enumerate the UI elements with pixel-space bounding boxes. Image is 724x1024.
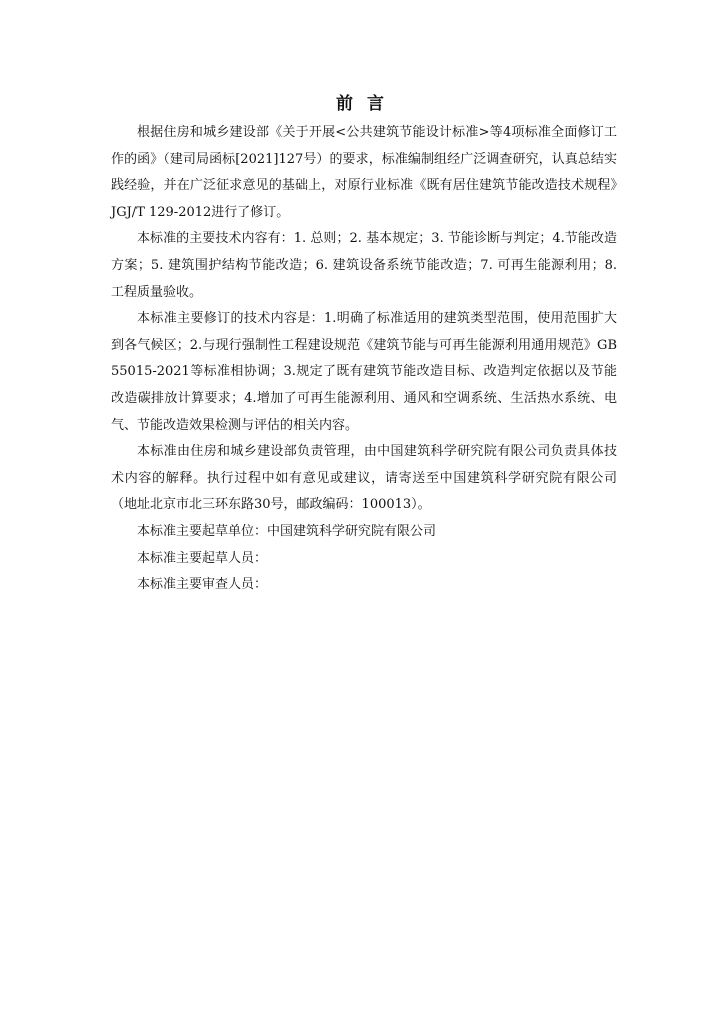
paragraph-revisions: 本标准主要修订的技术内容是：1.明确了标准适用的建筑类型范围，使用范围扩大到各气候区；2.与现行强制性工程建设规范《建筑节能与可再生能源利用通用规范》GB 55015-2021等标准相协调；3.规定了既有建筑节能改造目标、改造判定依据以及节能改造碳排放计算要求；4.增加了可再生能源利用、通风和空调系统、生活热水系统、电气、节能改造效果检测与评估的相关内容。 bbox=[111, 311, 617, 433]
document-body bbox=[111, 120, 617, 599]
page-title: 前 言 bbox=[336, 94, 388, 114]
paragraph-main-contents: 本标准的主要技术内容有：1. 总则；2. 基本规定；3. 节能诊断与判定；4.节能改造方案；5. 建筑围护结构节能改造；6. 建筑设备系统节能改造；7. 可再生能源利用；8. 工程质量验收。 bbox=[111, 231, 617, 300]
paragraph-basis: 根据住房和城乡建设部《关于开展<公共建筑节能设计标准>等4项标准全面修订工作的函》（建司局函标[2021]127号）的要求，标准编制组经广泛调查研究，认真总结实践经验，并在广泛征求意见的基础上，对原行业标准《既有居住建筑节能改造技术规程》JGJ/T 129-2012进行了修订。 bbox=[111, 125, 617, 220]
paragraph-drafting-staff: 本标准主要起草人员： bbox=[137, 550, 268, 566]
paragraph-review-staff: 本标准主要审查人员： bbox=[137, 577, 268, 593]
paragraph-management: 本标准由住房和城乡建设部负责管理，由中国建筑科学研究院有限公司负责具体技术内容的解释。执行过程中如有意见或建议，请寄送至中国建筑科学研究院有限公司（地址北京市北三环东路30号，邮政编码：100013）。 bbox=[111, 444, 617, 513]
paragraph-drafting-unit: 本标准主要起草单位：中国建筑科学研究院有限公司 bbox=[137, 523, 437, 539]
